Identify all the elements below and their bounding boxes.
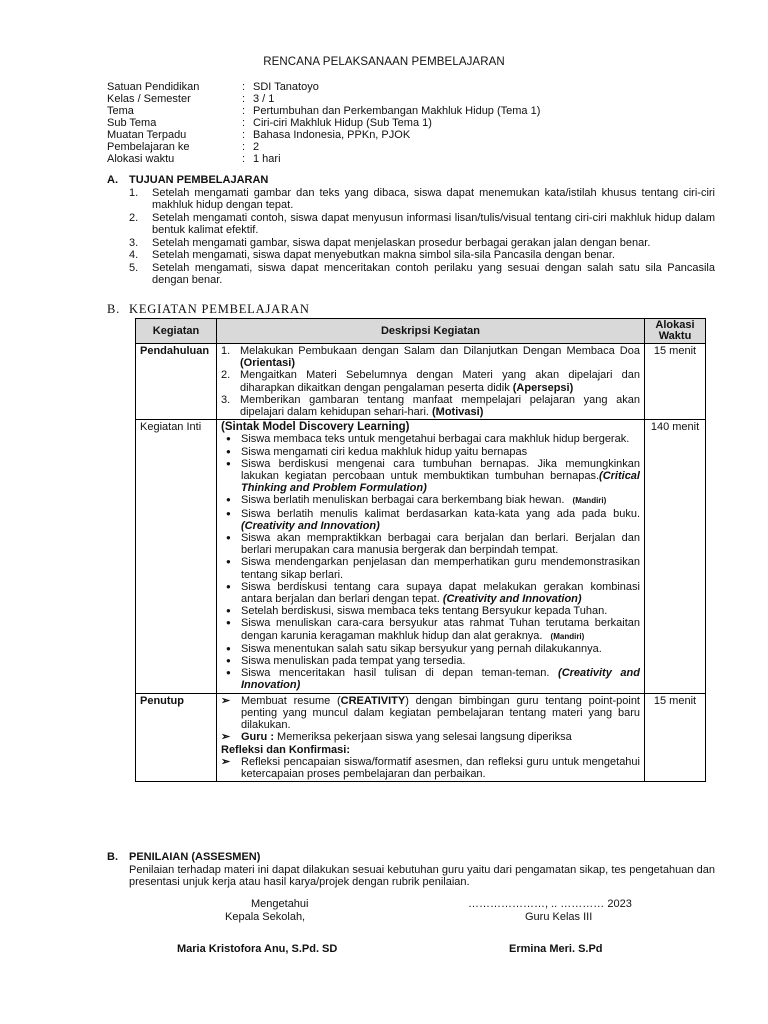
- signature-block: [0, 898, 768, 958]
- bullet-icon: ●: [226, 508, 231, 518]
- item-tag: (Mandiri): [550, 631, 585, 641]
- identity-value: 2: [253, 141, 260, 153]
- item-text: Membuat resume (: [241, 694, 341, 707]
- item-text: Setelah mengamati, siswa dapat menyebutkan makna simbol sila-sila Pancasila dengan benar.: [152, 249, 615, 261]
- identity-value: 1 hari: [253, 153, 281, 165]
- identity-key: Satuan Pendidikan: [107, 81, 200, 93]
- sintak-heading: (Sintak Model Discovery Learning): [221, 421, 410, 434]
- item-text: Siswa menceritakan hasil tulisan di depan teman-teman.: [241, 667, 559, 680]
- list-item: [221, 617, 640, 642]
- identity-key: Muatan Terpadu: [107, 129, 187, 141]
- item-text: Siswa akan mempraktikkan berbagai cara berjalan dan berlari. Berjalan dan berlari merupakan cara manusia bergerak dan berpindah tempat.: [241, 532, 640, 557]
- item-number: 1.: [129, 186, 139, 199]
- list-item: [221, 655, 640, 667]
- item-text: Siswa menuliskan cara-cara bersyukur atas rahmat Tuhan terutama berkaitan dengan karunia keragaman makhluk hidup dan alat geraknya.: [241, 617, 640, 642]
- item-number: 2.: [221, 369, 231, 382]
- mengetahui-label: Mengetahui: [251, 898, 309, 910]
- headmaster-name: Maria Kristofora Anu, S.Pd. SD: [177, 943, 338, 955]
- item-tag: (Critical Thinking and Problem Formulation): [241, 470, 640, 495]
- list-item: [221, 695, 640, 732]
- list-item: [221, 446, 640, 458]
- bullet-icon: ●: [226, 533, 231, 543]
- identity-value: Pertumbuhan dan Perkembangan Makhluk Hidup (Tema 1): [253, 105, 541, 117]
- bullet-icon: ●: [226, 618, 231, 628]
- table-row-pendahuluan: [136, 344, 706, 420]
- list-item: [221, 756, 640, 780]
- section-heading: [107, 174, 715, 187]
- item-text: Memeriksa pekerjaan siswa yang selesai langsung diperiksa: [274, 731, 572, 744]
- header-alokasi: Alokasi Waktu: [645, 319, 706, 344]
- date-line: …………………, .. ………… 2023: [468, 898, 632, 910]
- identity-key: Sub Tema: [107, 117, 157, 129]
- item-number: 4.: [129, 249, 139, 261]
- item-text: Siswa berdiskusi tentang cara supaya dapat melakukan gerakan kombinasi antara berjalan dan berlari dengan tepat.: [241, 580, 640, 606]
- tujuan-list: [129, 187, 715, 287]
- list-item: [221, 369, 640, 393]
- signature-right: [468, 898, 668, 923]
- identity-row: [107, 105, 540, 117]
- identity-value: 3 / 1: [253, 93, 275, 105]
- list-item: [221, 345, 640, 369]
- identity-separator: :: [242, 93, 246, 105]
- identity-row: [107, 117, 540, 129]
- item-tag: (Creativity and Innovation): [442, 593, 582, 606]
- header-deskripsi: Deskripsi Kegiatan: [217, 319, 645, 344]
- row-time: 140 menit: [645, 420, 706, 693]
- refleksi-heading: Refleksi dan Konfirmasi:: [221, 743, 350, 756]
- section-letter: B.: [107, 851, 118, 863]
- row-description: [217, 420, 645, 693]
- identity-row: [107, 153, 540, 165]
- row-label: Penutup: [136, 693, 217, 781]
- list-item: [221, 605, 640, 617]
- item-number: 3.: [221, 393, 231, 406]
- item-tag: (Apersepsi): [512, 381, 574, 394]
- penilaian-body: Penilaian terhadap materi ini dapat dilakukan sesuai kebutuhan guru yaitu dari pengamatan sikap, tes pengetahuan dan presentasi unjuk kerja atau hasil karya/projek dengan rubrik penilaian.: [129, 863, 715, 888]
- item-text: Siswa berdiskusi mengenai cara tumbuhan bernapas. Jika memungkinkan lakukan kegiatan percobaan untuk membuktikan tumbuhan bernapas.: [241, 457, 640, 483]
- list-item: [129, 212, 715, 237]
- identity-row: [107, 81, 540, 93]
- bullet-icon: ●: [226, 495, 231, 505]
- item-tag: (Creativity and Innovation): [241, 519, 380, 532]
- identity-key: Pembelajaran ke: [107, 141, 190, 153]
- identity-value: Ciri-ciri Makhluk Hidup (Sub Tema 1): [253, 117, 432, 129]
- list-item: [221, 532, 640, 556]
- section-letter: B.: [107, 302, 121, 316]
- identity-value: SDI Tanatoyo: [253, 81, 319, 93]
- identity-key: Tema: [107, 105, 134, 117]
- list-item: [221, 494, 640, 507]
- item-text: ) dengan bimbingan guru tentang point-point penting yang muncul dalam kegiatan pembelajaran tentang materi yang baru dilakukan.: [241, 694, 640, 732]
- item-number: 1.: [221, 345, 231, 357]
- table-row-inti: [136, 420, 706, 693]
- item-tag: (Orientasi): [240, 357, 296, 370]
- item-tag: Guru :: [241, 731, 274, 744]
- item-text: Siswa berlatih menuliskan berbagai cara berkembang biak hewan.: [241, 494, 568, 507]
- identity-block: [107, 81, 540, 165]
- row-description: [217, 693, 645, 781]
- item-text: Memberikan gambaran tentang manfaat mempelajari pelajaran yang akan dipelajari dalam kehidupan sehari-hari.: [240, 393, 640, 419]
- list-item: [221, 508, 640, 532]
- identity-separator: :: [242, 141, 246, 153]
- section-tujuan: [107, 174, 715, 287]
- item-text: Siswa mengamati ciri kedua makhluk hidup yaitu bernapas: [241, 445, 528, 458]
- item-text: Refleksi pencapaian siswa/formatif asesmen, dan refleksi guru untuk mengetahui ketercapaian proses pembelajaran dan perbaikan.: [241, 755, 640, 780]
- item-tag: (Creativity and Innovation): [241, 667, 640, 692]
- bullet-icon: ●: [226, 656, 231, 666]
- list-item: [129, 237, 715, 250]
- bullet-icon: ●: [226, 668, 231, 678]
- item-text: Setelah mengamati gambar dan teks yang dibaca, siswa dapat menemukan kata/istilah khusus tentang ciri-ciri makhluk hidup dengan tepat.: [152, 186, 715, 211]
- section-penilaian: [107, 851, 715, 889]
- identity-separator: :: [242, 129, 246, 141]
- list-item: [221, 581, 640, 605]
- item-tag: (Motivasi): [432, 406, 484, 419]
- identity-row: [107, 129, 540, 141]
- list-item: [221, 394, 640, 418]
- section-heading-text: TUJUAN PEMBELAJARAN: [129, 174, 269, 186]
- list-item: [221, 433, 640, 445]
- list-item: [129, 249, 715, 262]
- list-item: [221, 556, 640, 580]
- row-time: 15 menit: [645, 693, 706, 781]
- arrow-bullet-icon: ➢: [221, 731, 231, 744]
- identity-row: [107, 141, 540, 153]
- item-number: 2.: [129, 211, 139, 224]
- row-label: Kegiatan Inti: [136, 420, 217, 693]
- identity-separator: :: [242, 81, 246, 93]
- bullet-icon: ●: [226, 446, 231, 456]
- item-text: Mengaitkan Materi Sebelumnya dengan Materi yang akan dipelajari dan diharapkan dikaitkan dengan pengalaman peserta didik: [240, 369, 640, 394]
- item-text: Setelah mengamati, siswa dapat menceritakan contoh perilaku yang sesuai dengan salah satu sila Pancasila dengan benar.: [152, 261, 715, 286]
- list-item: [221, 643, 640, 655]
- item-text: Siswa mendengarkan penjelasan dan memperhatikan guru mendemonstrasikan tentang sikap berlari.: [241, 556, 640, 581]
- row-description: [217, 344, 645, 420]
- document-title: RENCANA PELAKSANAAN PEMBELAJARAN: [263, 56, 505, 68]
- row-time: 15 menit: [645, 344, 706, 420]
- list-item: [129, 262, 715, 287]
- item-text: Melakukan Pembukaan dengan Salam dan Dilanjutkan Dengan Membaca Doa: [240, 345, 640, 357]
- item-text: Siswa berlatih menulis kalimat berdasarkan kata-kata yang ada pada buku.: [241, 507, 640, 520]
- kegiatan-table: [135, 318, 706, 782]
- guru-kelas-label: Guru Kelas III: [525, 910, 593, 923]
- item-text: Siswa menentukan salah satu sikap bersyukur yang pernah dilakukannya.: [241, 642, 602, 655]
- bullet-icon: ●: [226, 581, 231, 591]
- identity-row: [107, 93, 540, 105]
- identity-value: Bahasa Indonesia, PPKn, PJOK: [253, 129, 411, 141]
- item-text: Siswa membaca teks untuk mengetahui berbagai cara makhluk hidup bergerak.: [241, 433, 630, 446]
- item-tag: CREATIVITY: [340, 694, 406, 707]
- item-text: Setelah mengamati contoh, siswa dapat menyusun informasi lisan/tulis/visual tentang ciri-ciri makhluk hidup dalam bentuk kalimat efektif.: [152, 211, 715, 236]
- kepala-sekolah-label: Kepala Sekolah,: [225, 910, 306, 923]
- list-item: [221, 731, 640, 743]
- table-header-row: [136, 319, 706, 344]
- identity-separator: :: [242, 153, 246, 165]
- section-kegiatan-heading: [107, 303, 310, 316]
- item-text: Siswa menuliskan pada tempat yang tersedia.: [241, 655, 466, 668]
- identity-separator: :: [242, 117, 246, 129]
- list-item: [221, 458, 640, 495]
- section-letter: A.: [107, 174, 118, 186]
- teacher-name: Ermina Meri. S.Pd: [509, 943, 603, 955]
- table-row-penutup: [136, 693, 706, 781]
- item-number: 5.: [129, 261, 139, 274]
- item-tag: (Mandiri): [572, 496, 607, 506]
- bullet-icon: ●: [226, 434, 231, 444]
- bullet-icon: ●: [226, 557, 231, 567]
- section-heading-text: PENILAIAN (ASSESMEN): [129, 851, 261, 863]
- header-kegiatan: Kegiatan: [136, 319, 217, 344]
- section-heading: [107, 851, 715, 864]
- bullet-icon: ●: [226, 606, 231, 616]
- arrow-bullet-icon: ➢: [221, 755, 231, 768]
- item-text: Setelah mengamati gambar, siswa dapat menjelaskan prosedur berbagai gerakan jalan dengan benar.: [152, 236, 651, 249]
- item-number: 3.: [129, 236, 139, 249]
- identity-separator: :: [242, 105, 246, 117]
- list-item: [129, 187, 715, 212]
- bullet-icon: ●: [226, 458, 231, 468]
- identity-key: Alokasi waktu: [107, 153, 175, 165]
- list-item: [221, 667, 640, 691]
- signature-left: [225, 898, 385, 923]
- identity-key: Kelas / Semester: [107, 93, 191, 105]
- item-text: Setelah berdiskusi, siswa membaca teks tentang Bersyukur kepada Tuhan.: [241, 605, 608, 618]
- row-label: Pendahuluan: [136, 344, 217, 420]
- bullet-icon: ●: [226, 643, 231, 653]
- section-heading-text: KEGIATAN PEMBELAJARAN: [129, 302, 310, 316]
- arrow-bullet-icon: ➢: [221, 694, 231, 707]
